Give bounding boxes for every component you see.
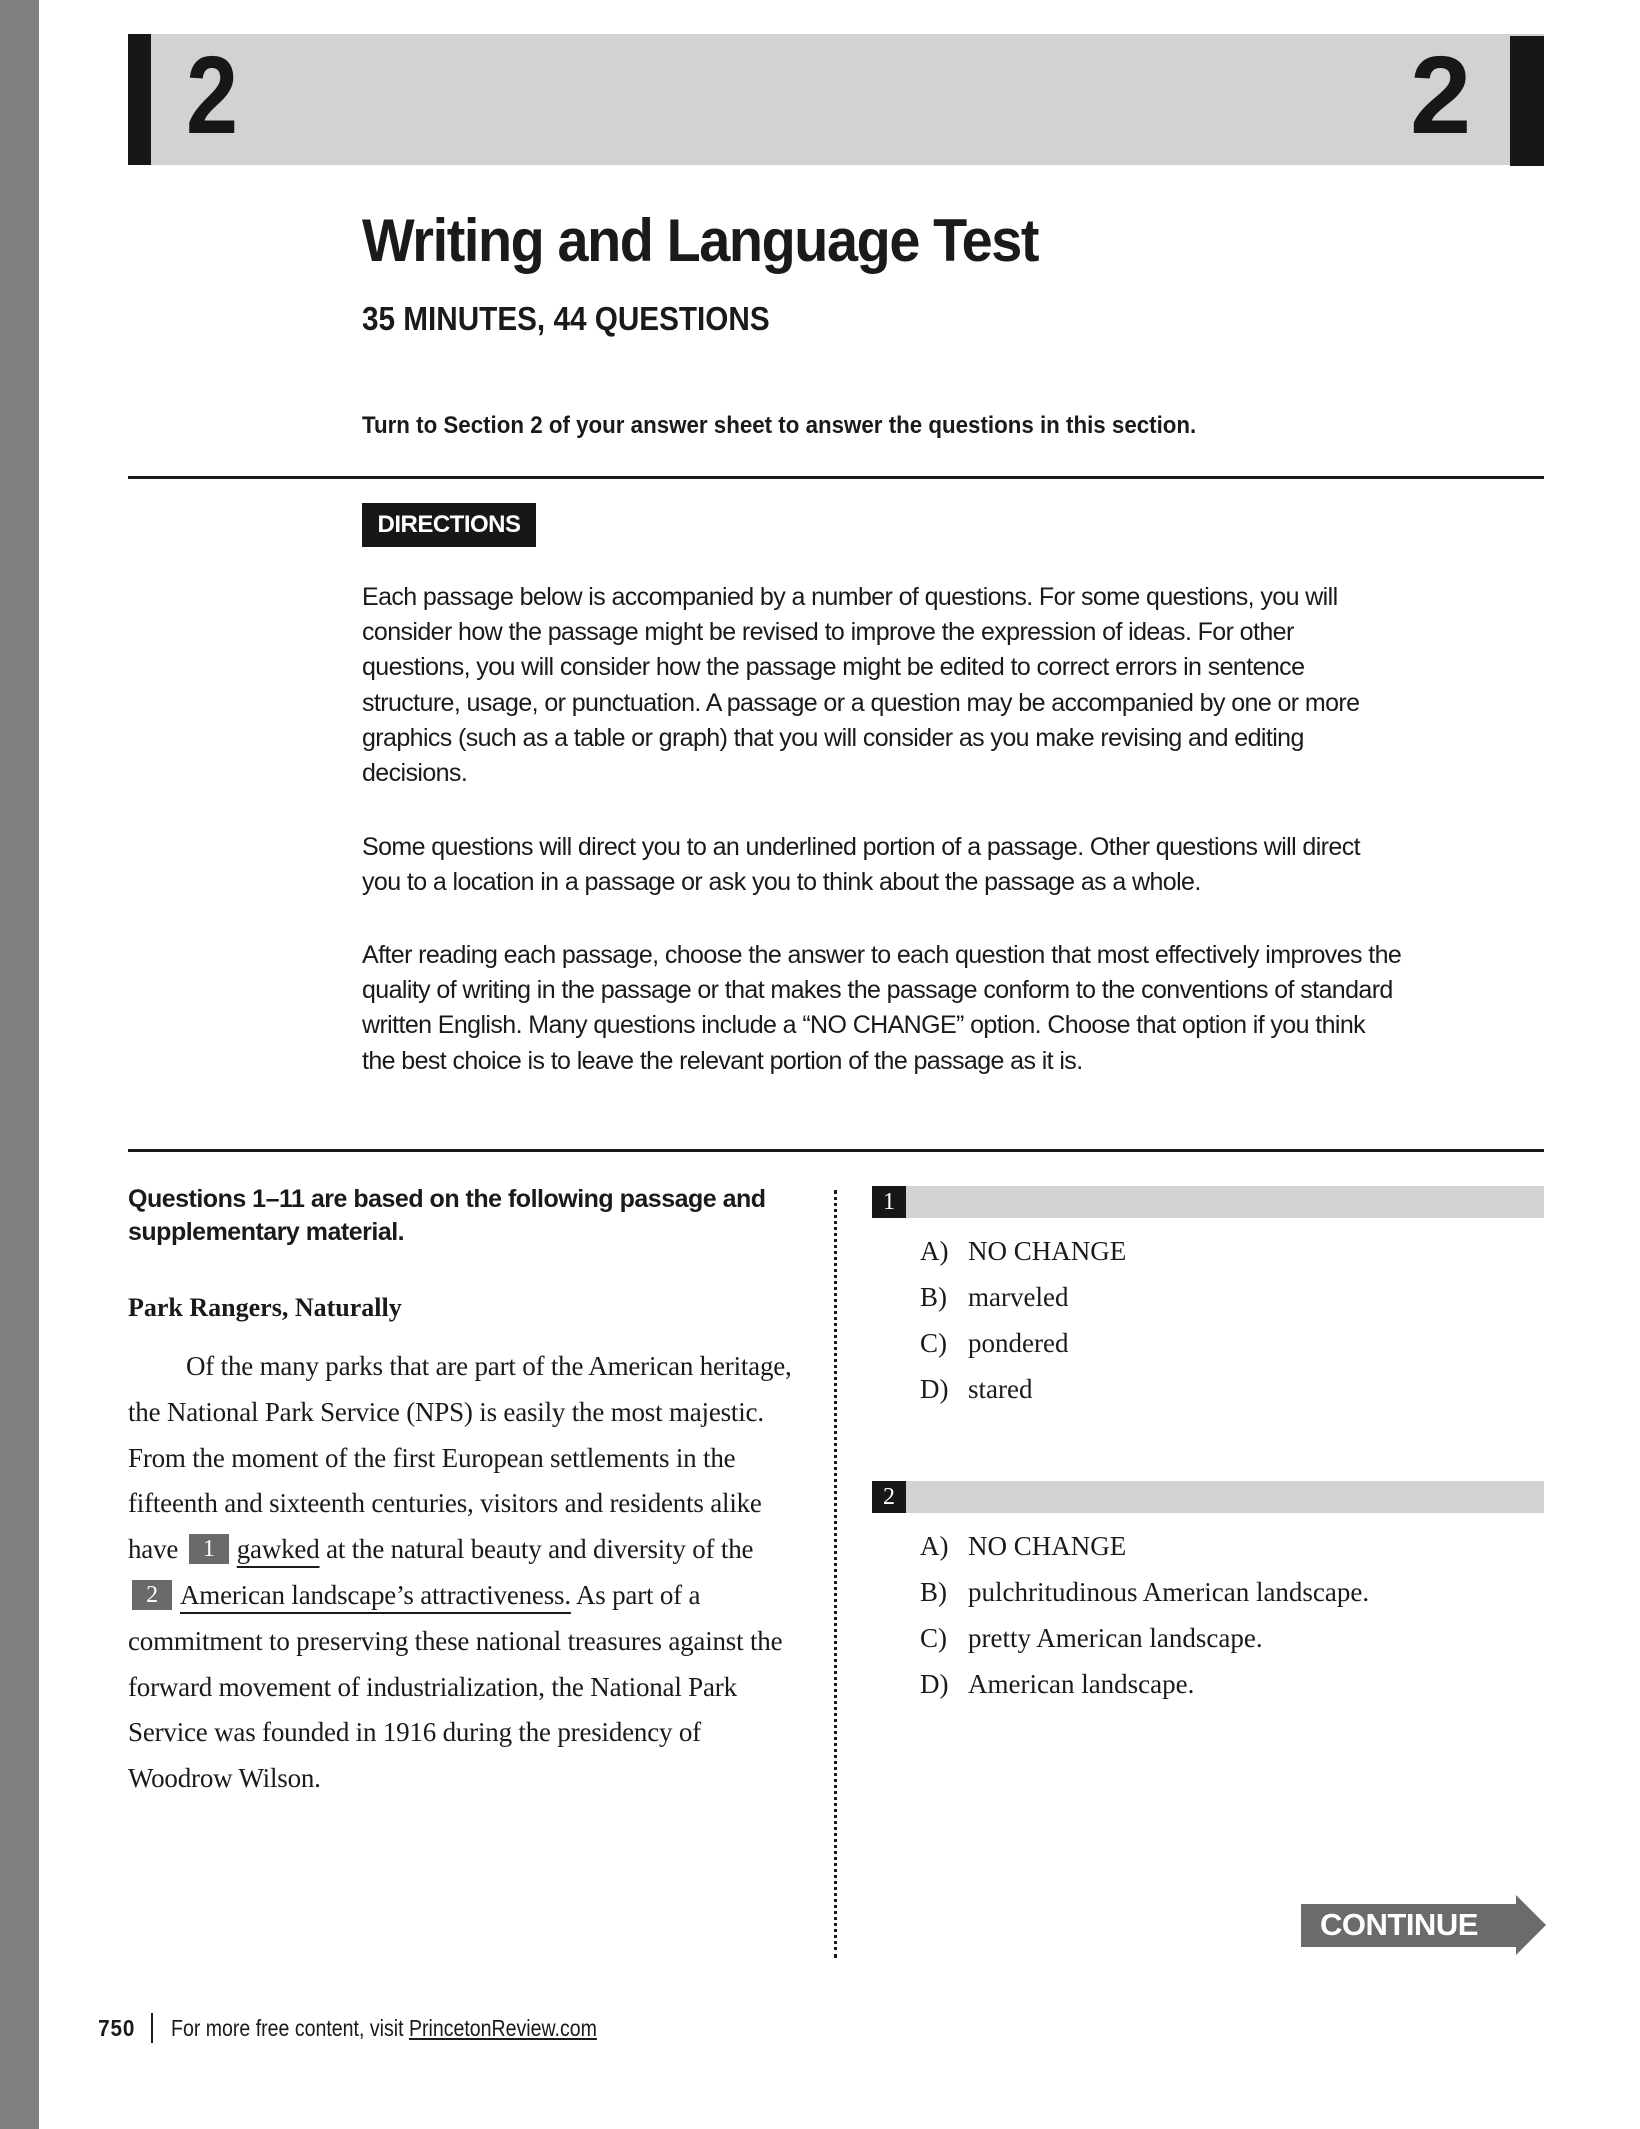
passage-intro: Questions 1–11 are based on the following passage and supplementary material. (128, 1185, 766, 1246)
section-header-band (128, 34, 1544, 165)
option-letter: A) (920, 1236, 949, 1266)
option-text: stared (968, 1374, 1033, 1404)
answer-options (872, 1523, 1544, 1707)
question-header (872, 1481, 1544, 1513)
section-header-left-bar (128, 34, 151, 165)
horizontal-rule-top (128, 476, 1544, 479)
directions-paragraph: Each passage below is accompanied by a number of questions. For some questions, you will consider how the passage might be revised to improve the expression of ideas. For other questions, you will consider how the passage might be edited to correct errors in sentence structure, usage, or punctuation. A passage or a question may be accompanied by one or more graphics (such as a table or graph) that you will consider as you make revising and editing decisions. (362, 583, 1360, 788)
option-letter: D) (920, 1669, 949, 1699)
option-letter: B) (920, 1577, 947, 1607)
section-header-right-bar (1510, 36, 1544, 166)
directions-paragraph: Some questions will direct you to an underlined portion of a passage. Other questions will direct you to a location in a passage or ask you to think about the passage as a whole. (362, 833, 1360, 897)
option-letter: C) (920, 1623, 947, 1653)
answer-option-c[interactable] (872, 1615, 1544, 1661)
section-number-left: 2 (186, 34, 237, 157)
answer-option-d[interactable] (872, 1366, 1544, 1412)
question-block-1 (872, 1186, 1544, 1412)
page-number: 750 (98, 2014, 136, 2041)
continue-label: CONTINUE (1320, 1907, 1478, 1942)
footer-promo-text: For more free content, visit (171, 2014, 410, 2041)
horizontal-rule-bottom (128, 1149, 1544, 1152)
continue-button[interactable] (1300, 1894, 1548, 1956)
answer-options (872, 1228, 1544, 1412)
option-text: American landscape. (968, 1669, 1195, 1699)
princeton-review-link[interactable]: PrincetonReview.com (409, 2014, 598, 2041)
answer-option-a[interactable] (872, 1228, 1544, 1274)
option-letter: A) (920, 1531, 949, 1561)
footer-separator (151, 2013, 153, 2043)
option-text: pretty American landscape. (968, 1623, 1263, 1653)
side-margin-strip (0, 0, 39, 2129)
option-letter: C) (920, 1328, 947, 1358)
question-number: 2 (872, 1481, 906, 1513)
passage-text: at the natural beauty and diversity of the (326, 1534, 754, 1565)
answer-option-b[interactable] (872, 1274, 1544, 1320)
passage-text: Of the many parks that are part of the American heritage, the National Park Service (NPS) is easily the most majestic. From the moment of the first European settlements in the fifteenth and sixteenth centuries, visitors and residents alike have (128, 1351, 792, 1565)
underlined-portion-2[interactable]: American landscape’s attractiveness. (180, 1579, 571, 1610)
page-footer (96, 2008, 672, 2048)
directions-paragraph: After reading each passage, choose the answer to each question that most effectively improves the quality of writing in the passage or that makes the passage conform to the conventions of standard written English. Many questions include a “NO CHANGE” option. Choose that option if you think the best choice is to leave the relevant portion of the passage as it is. (362, 941, 1402, 1075)
question-header (872, 1186, 1544, 1218)
passage-body (128, 1344, 808, 1802)
passage-title: Park Rangers, Naturally (128, 1293, 402, 1322)
option-text: pondered (968, 1328, 1069, 1358)
answer-option-c[interactable] (872, 1320, 1544, 1366)
answer-option-b[interactable] (872, 1569, 1544, 1615)
question-block-2 (872, 1481, 1544, 1707)
section-number-right: 2 (1410, 34, 1470, 157)
question-number: 1 (872, 1186, 906, 1218)
passage-text: As part of a commitment to preserving these national treasures against the forward movement of industrialization, the National Park Service was founded in 1916 during the presidency of Woodrow Wilson. (128, 1579, 783, 1794)
option-text: NO CHANGE (968, 1236, 1127, 1266)
question-marker-2[interactable]: 2 (132, 1580, 172, 1610)
option-letter: B) (920, 1282, 947, 1312)
option-text: pulchritudinous American landscape. (968, 1577, 1370, 1607)
option-letter: D) (920, 1374, 949, 1404)
column-divider (834, 1190, 837, 1958)
answer-option-d[interactable] (872, 1661, 1544, 1707)
question-marker-1[interactable]: 1 (189, 1534, 229, 1564)
underlined-portion-1[interactable]: gawked (236, 1534, 320, 1565)
directions-badge: DIRECTIONS (362, 503, 536, 547)
page-subtitle: 35 MINUTES, 44 QUESTIONS (362, 300, 770, 337)
answer-sheet-instruction: Turn to Section 2 of your answer sheet to answer the questions in this section. (362, 412, 1197, 439)
option-text: NO CHANGE (968, 1531, 1127, 1561)
option-text: marveled (968, 1282, 1069, 1312)
answer-option-a[interactable] (872, 1523, 1544, 1569)
footer-text (171, 2015, 597, 2042)
page-title: Writing and Language Test (362, 207, 1039, 274)
